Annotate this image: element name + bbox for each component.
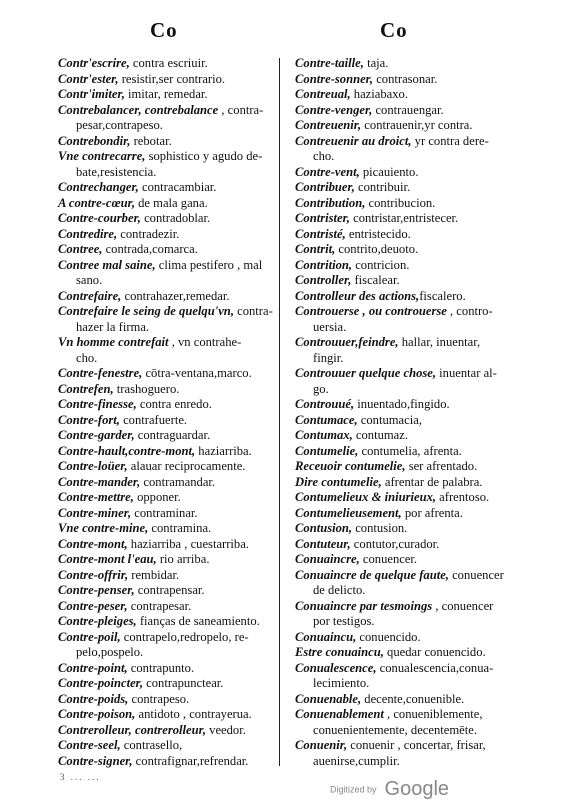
dictionary-entry [295, 134, 520, 150]
dictionary-entry [295, 692, 520, 708]
dictionary-entry [295, 413, 520, 429]
entry-headword: Contre-point, [58, 660, 128, 675]
entry-definition: alauar reciprocamente. [127, 459, 246, 473]
dictionary-entry [58, 134, 278, 150]
entry-headword: Contre-vent, [295, 164, 360, 179]
entry-definition: rembidar. [128, 567, 180, 582]
entry-headword: Controuuer quelque chose, [295, 366, 437, 380]
entry-definition: decente,conuenible. [361, 691, 465, 706]
entry-definition: hallar, inuentar, [398, 335, 481, 349]
entry-headword: Contredire, [58, 226, 118, 241]
entry-definition: trashoguero. [113, 381, 180, 396]
dictionary-entry [295, 475, 520, 491]
dictionary-entry [295, 397, 520, 413]
entry-definition: picauiento. [359, 164, 419, 179]
entry-definition: afrentar de palabra. [381, 474, 483, 489]
entry-headword: Contre-mander, [58, 474, 141, 489]
dictionary-entry [58, 211, 278, 227]
entry-definition: contramandar. [140, 474, 216, 489]
dictionary-entry [295, 444, 520, 460]
dictionary-entry [295, 428, 520, 444]
dictionary-entry [58, 723, 278, 739]
entry-headword: Contre-mont l'eau, [58, 552, 157, 566]
entry-headword: Contrefaire le seing de quelqu'vn, [58, 304, 234, 318]
entry-definition: fiscalear. [351, 273, 400, 287]
dictionary-entry [295, 645, 520, 661]
entry-definition: uersia. [313, 319, 347, 334]
dictionary-entry [58, 537, 278, 553]
entry-definition: cho. [76, 350, 98, 365]
entry-headword: Contrechanger, [58, 180, 139, 194]
dictionary-entry [58, 568, 278, 584]
entry-definition: contrapeso. [128, 691, 190, 706]
entry-headword: Contre-courber, [58, 211, 141, 225]
dictionary-entry [295, 227, 520, 243]
entry-definition: contrapensar. [134, 583, 205, 597]
dictionary-entry [295, 180, 520, 196]
dictionary-entry [58, 149, 278, 165]
dictionary-entry [295, 118, 520, 134]
entry-headword: Contre-mont, [58, 536, 128, 551]
column-divider [279, 58, 280, 766]
dictionary-entry [295, 459, 520, 475]
dictionary-entry [295, 583, 520, 599]
entry-headword: Contreuenir au droict, [295, 133, 412, 148]
dictionary-entry [295, 506, 520, 522]
entry-headword: Contumelieux & iniurieux, [295, 490, 437, 504]
dictionary-entry [295, 738, 520, 754]
entry-headword: Conuaincre, [295, 552, 360, 566]
dictionary-entry [58, 273, 278, 289]
dictionary-entry [295, 335, 520, 351]
entry-definition: de delicto. [313, 583, 366, 597]
dictionary-entry [58, 428, 278, 444]
entry-headword: Contre-miner, [58, 505, 132, 520]
dictionary-entry [58, 490, 278, 506]
dictionary-entry [58, 351, 278, 367]
entry-headword: Conuaincre de quelque faute, [295, 567, 449, 582]
entry-definition: contumacia, [357, 412, 422, 427]
entry-definition: contrauenir,yr contra. [361, 118, 473, 132]
entry-definition: contrafuerte. [119, 412, 188, 427]
dictionary-entry [58, 444, 278, 460]
entry-definition: conuenientemente, decentemēte. [313, 722, 477, 737]
dictionary-entry [295, 320, 520, 336]
entry-headword: A contre-cœur, [58, 195, 135, 210]
right-page-header: Co [380, 18, 408, 42]
entry-headword: Contumax, [295, 428, 353, 442]
entry-definition: opponer. [133, 490, 181, 504]
dictionary-entry [58, 242, 278, 258]
left-page-header: Co [150, 18, 178, 42]
entry-definition: haziarriba , cuestarriba. [127, 536, 249, 551]
entry-headword: Contre-pleiges, [58, 614, 137, 628]
entry-headword: Contre-fort, [58, 412, 120, 427]
entry-definition: sano. [76, 273, 103, 287]
dictionary-entry [58, 196, 278, 212]
dictionary-entry [58, 676, 278, 692]
left-column [58, 56, 278, 769]
entry-headword: Contrebondir, [58, 133, 131, 148]
entry-definition: yr contra dere- [411, 133, 489, 148]
entry-definition: inuentar al- [436, 366, 497, 380]
digitized-watermark [330, 778, 449, 801]
entry-headword: Contr'escrire, [58, 56, 130, 70]
entry-definition: quedar conuencido. [383, 645, 486, 659]
dictionary-entry [58, 614, 278, 630]
entry-definition: afrentoso. [436, 490, 490, 504]
entry-definition: pesar,contrapeso. [76, 118, 163, 132]
entry-headword: Contr'ester, [58, 71, 119, 86]
entry-headword: Contre-venger, [295, 102, 373, 117]
entry-headword: Contre-fenestre, [58, 366, 143, 380]
entry-headword: Receuoir contumelie, [295, 459, 406, 473]
entry-definition: cōtra-ventana,marco. [142, 366, 252, 380]
entry-definition: imitar, remedar. [124, 87, 208, 101]
dictionary-entry [58, 692, 278, 708]
entry-definition: cho. [313, 149, 335, 163]
entry-headword: Contre-finesse, [58, 397, 137, 411]
entry-definition: contramina. [148, 521, 212, 535]
entry-headword: Contrefaire, [58, 288, 122, 303]
dictionary-entry [295, 537, 520, 553]
entry-definition: contribucion. [365, 195, 436, 210]
entry-definition: contrapelo,redropelo, re- [120, 629, 249, 644]
watermark-logo-text: Google [384, 778, 450, 800]
entry-definition: contracambiar. [138, 180, 217, 194]
entry-definition: contra enredo. [136, 397, 212, 411]
dictionary-entry [295, 707, 520, 723]
entry-headword: Conualescence, [295, 660, 377, 675]
dictionary-entry [295, 366, 520, 382]
entry-definition: contraminar. [131, 505, 198, 520]
dictionary-entry [58, 258, 278, 274]
entry-definition: rebotar. [130, 133, 172, 148]
dictionary-entry [58, 475, 278, 491]
dictionary-entry [295, 242, 520, 258]
dictionary-entry [295, 614, 520, 630]
dictionary-entry [295, 196, 520, 212]
entry-headword: Contre-seel, [58, 738, 121, 752]
entry-headword: Contusion, [295, 521, 353, 535]
dictionary-entry [58, 413, 278, 429]
entry-headword: Contrition, [295, 257, 353, 272]
dictionary-entry [295, 676, 520, 692]
dictionary-entry [58, 630, 278, 646]
dictionary-entry [58, 382, 278, 398]
entry-definition: contutor,curador. [350, 536, 440, 551]
dictionary-entry [58, 103, 278, 119]
entry-definition: por afrenta. [401, 505, 463, 520]
entry-headword: Contre-signer, [58, 753, 133, 768]
entry-headword: Contrister, [295, 211, 350, 225]
entry-definition: contrito,deuoto. [335, 242, 419, 256]
entry-definition: , conuencer [432, 598, 494, 613]
entry-definition: contumelia, afrenta. [358, 443, 462, 458]
dictionary-entry [58, 661, 278, 677]
entry-headword: Contr'imiter, [58, 87, 125, 101]
entry-definition: conuencer [448, 567, 504, 582]
dictionary-entry [58, 506, 278, 522]
entry-headword: Contribution, [295, 195, 366, 210]
entry-definition: contrada,comarca. [102, 242, 198, 256]
dictionary-entry [58, 645, 278, 661]
entry-headword: Contre-mettre, [58, 490, 134, 504]
entry-headword: Contree mal saine, [58, 257, 156, 272]
entry-headword: Contreuenir, [295, 118, 362, 132]
entry-definition: antidoto , contrayerua. [135, 707, 252, 721]
entry-headword: Contre-poison, [58, 707, 136, 721]
entry-headword: Contumace, [295, 412, 358, 427]
entry-definition: entristecido. [345, 226, 411, 241]
entry-definition: pelo,pospelo. [76, 645, 144, 659]
dictionary-entry [58, 56, 278, 72]
dictionary-entry [58, 165, 278, 181]
entry-definition: contrapesar. [127, 598, 192, 613]
entry-headword: Contumelieusement, [295, 505, 402, 520]
entry-definition: contrasello, [120, 738, 183, 752]
entry-definition: ser afrentado. [405, 459, 478, 473]
dictionary-entry [58, 397, 278, 413]
dictionary-entry [295, 599, 520, 615]
entry-headword: Contree, [58, 242, 103, 256]
entry-headword: Vn homme contrefait [58, 335, 169, 349]
dictionary-entry [295, 568, 520, 584]
entry-definition: contumaz. [352, 428, 409, 442]
entry-headword: Contre-poil, [58, 629, 121, 644]
entry-headword: Contre-hault,contre-mont, [58, 443, 196, 458]
entry-definition: hazer la firma. [76, 319, 150, 334]
entry-definition: sophistico y agudo de- [145, 149, 263, 163]
entry-headword: Contre-garder, [58, 428, 135, 442]
entry-headword: Contre-penser, [58, 583, 135, 597]
entry-headword: Controuerse , ou controuerse [295, 304, 447, 318]
entry-definition: bate,resistencia. [76, 164, 157, 179]
dictionary-entry [295, 258, 520, 274]
entry-definition: , vn contrahe- [168, 335, 242, 349]
entry-definition: contra escriuir. [129, 56, 208, 70]
entry-headword: Contrit, [295, 242, 336, 256]
entry-headword: Contumelie, [295, 443, 359, 458]
entry-headword: Contristé, [295, 226, 346, 241]
dictionary-entry [295, 754, 520, 770]
dictionary-entry [295, 351, 520, 367]
dictionary-entry [295, 630, 520, 646]
entry-definition: contricion. [352, 257, 410, 272]
watermark-small-text: Digitized by [330, 784, 377, 795]
dictionary-entry [295, 103, 520, 119]
entry-headword: Controller, [295, 273, 352, 287]
entry-headword: Conuaincu, [295, 629, 357, 644]
entry-definition: contrasonar. [373, 71, 438, 86]
dictionary-entry [295, 273, 520, 289]
dictionary-entry [58, 707, 278, 723]
dictionary-entry [295, 490, 520, 506]
entry-definition: haziabaxo. [350, 87, 408, 101]
entry-definition: fiscalero. [419, 288, 466, 303]
dictionary-entry [58, 599, 278, 615]
dictionary-entry [58, 552, 278, 568]
entry-definition: conuencer. [359, 552, 418, 566]
entry-definition: contrafignar,refrendar. [132, 753, 249, 768]
dictionary-entry [295, 304, 520, 320]
entry-definition: fingir. [313, 350, 344, 365]
entry-definition: rio arriba. [156, 552, 210, 566]
entry-headword: Conuaincre par tesmoings [295, 598, 433, 613]
entry-definition: lecimiento. [313, 676, 370, 690]
entry-definition: , conueniblemente, [383, 707, 483, 721]
entry-definition: , contro- [446, 304, 493, 318]
dictionary-entry [58, 738, 278, 754]
entry-definition: conuenir , concertar, frisar, [347, 738, 486, 752]
entry-definition: go. [313, 381, 329, 396]
entry-headword: Controuuer,feindre, [295, 335, 399, 349]
entry-definition: contradoblar. [140, 211, 211, 225]
entry-definition: , contra- [218, 102, 264, 117]
dictionary-entry [295, 289, 520, 305]
entry-definition: veedor. [206, 722, 246, 737]
entry-definition: auenirse,cumplir. [313, 753, 400, 768]
entry-headword: Conuenablement [295, 707, 384, 721]
dictionary-entry [58, 118, 278, 134]
right-column [295, 56, 520, 769]
entry-headword: Estre conuaincu, [295, 645, 384, 659]
entry-definition: de mala gana. [134, 195, 208, 210]
entry-definition: contrauengar. [372, 102, 444, 117]
entry-headword: Contre-sonner, [295, 71, 374, 86]
dictionary-entry [58, 304, 278, 320]
entry-definition: contrapunto. [127, 660, 195, 675]
entry-definition: contrahazer,remedar. [121, 288, 230, 303]
dictionary-entry [295, 165, 520, 181]
dictionary-entry [58, 87, 278, 103]
entry-definition: contribuir. [354, 180, 411, 194]
dictionary-entry [295, 661, 520, 677]
entry-headword: Contre-poincter, [58, 676, 144, 690]
dictionary-entry [295, 149, 520, 165]
entry-headword: Vne contrecarre, [58, 149, 146, 163]
entry-headword: Contribuer, [295, 180, 355, 194]
entry-headword: Conuenir, [295, 738, 348, 752]
entry-headword: Controuué, [295, 397, 355, 411]
dictionary-entry [295, 72, 520, 88]
dictionary-entry [58, 521, 278, 537]
entry-headword: Vne contre-mine, [58, 521, 149, 535]
entry-headword: Contreual, [295, 87, 351, 101]
entry-definition: contusion. [352, 521, 408, 535]
entry-definition: conuencido. [356, 629, 421, 644]
entry-definition: contrapunctear. [143, 676, 224, 690]
dictionary-entry [58, 335, 278, 351]
signature-mark: 3 ... ... [60, 772, 101, 782]
entry-definition: fianças de saneamiento. [136, 614, 260, 628]
entry-headword: Conuenable, [295, 691, 362, 706]
dictionary-entry [295, 211, 520, 227]
entry-definition: contraguardar. [134, 428, 211, 442]
dictionary-entry [295, 723, 520, 739]
dictionary-entry [295, 521, 520, 537]
entry-headword: Contrerolleur, contrerolleur, [58, 722, 207, 737]
entry-definition: por testigos. [313, 614, 375, 628]
entry-headword: Contrebalancer, contrebalance [58, 102, 219, 117]
entry-definition: conualescencia,conua- [376, 660, 494, 675]
dictionary-entry [58, 754, 278, 770]
entry-headword: Contre-taille, [295, 56, 364, 70]
dictionary-entry [295, 382, 520, 398]
entry-definition: inuentado,fingido. [354, 397, 450, 411]
entry-definition: haziarriba. [195, 443, 252, 458]
entry-definition: resistir,ser contrario. [118, 71, 226, 86]
dictionary-entry [58, 227, 278, 243]
entry-headword: Contre-loüer, [58, 459, 128, 473]
dictionary-entry [58, 180, 278, 196]
entry-headword: Controlleur des actions, [295, 288, 420, 303]
entry-headword: Contre-poids, [58, 691, 129, 706]
dictionary-entry [58, 320, 278, 336]
entry-headword: Contrefen, [58, 381, 114, 396]
entry-definition: clima pestifero , mal [155, 257, 263, 272]
entry-definition: contradezir. [117, 226, 180, 241]
dictionary-entry [58, 289, 278, 305]
dictionary-entry [58, 366, 278, 382]
dictionary-entry [295, 56, 520, 72]
entry-headword: Contre-peser, [58, 598, 128, 613]
entry-definition: contristar,entristecer. [349, 211, 459, 225]
entry-headword: Contuteur, [295, 536, 351, 551]
entry-definition: contra- [233, 304, 273, 318]
dictionary-entry [58, 459, 278, 475]
entry-definition: taja. [363, 56, 389, 70]
dictionary-entry [295, 87, 520, 103]
entry-headword: Dire contumelie, [295, 474, 382, 489]
dictionary-entry [295, 552, 520, 568]
entry-headword: Contre-offrir, [58, 567, 129, 582]
dictionary-entry [58, 72, 278, 88]
dictionary-entry [58, 583, 278, 599]
